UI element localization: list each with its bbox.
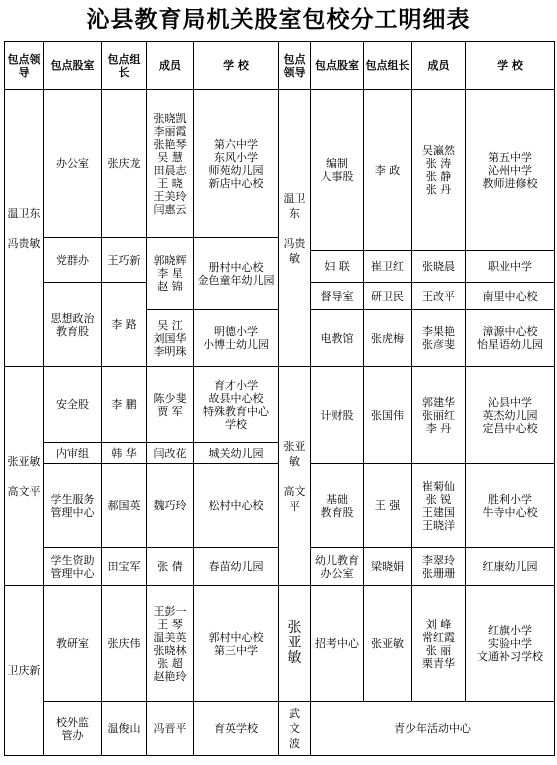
office-cell: 电教馆 <box>311 310 364 367</box>
office-cell: 幼儿教育 办公室 <box>311 548 364 586</box>
header-head: 包点组长 <box>102 42 147 90</box>
head-cell: 王巧新 <box>102 238 147 283</box>
schools-cell: 胜利小学 牛寺中心校 <box>466 464 555 548</box>
header-schools: 学 校 <box>466 42 555 90</box>
members-cell: 闫改花 <box>147 443 194 464</box>
right-leader-cell: 张 亚 敏 <box>279 586 311 702</box>
office-cell: 督导室 <box>311 283 364 310</box>
head-cell: 张庆龙 <box>102 90 147 238</box>
schools-cell: 沁县中学 英杰幼儿园 定昌中心校 <box>466 367 555 464</box>
header-office: 包点股室 <box>44 42 102 90</box>
office-cell: 党群办 <box>44 238 102 283</box>
schools-cell: 职业中学 <box>466 251 555 283</box>
members-cell: 李翠玲 张珊珊 <box>412 548 466 586</box>
office-cell: 思想政治 教育股 <box>44 283 102 367</box>
right-leader-cell: 武 文 波 <box>279 702 311 756</box>
head-cell: 梁晓娟 <box>364 548 412 586</box>
merged-school-cell: 青少年活动中心 <box>311 702 555 756</box>
members-cell: 郭晓辉 李 星 赵 锦 <box>147 238 194 310</box>
head-cell: 张庆伟 <box>102 586 147 702</box>
head-cell: 温俊山 <box>102 702 147 756</box>
left-leader-cell: 温卫东 冯贵敏 <box>5 90 44 367</box>
members-cell: 吴 江 刘国华 李明珠 <box>147 310 194 367</box>
members-cell: 王改平 <box>412 283 466 310</box>
header-members: 成员 <box>412 42 466 90</box>
office-cell: 编制 人事股 <box>311 90 364 251</box>
members-cell: 冯晋平 <box>147 702 194 756</box>
table-row <box>5 367 555 443</box>
office-cell: 校外监 管办 <box>44 702 102 756</box>
schools-cell: 城关幼儿园 <box>194 443 279 464</box>
schools-cell: 育英学校 <box>194 702 279 756</box>
members-cell: 王彭一 王 琴 温美英 张晓林 张 超 赵艳玲 <box>147 586 194 702</box>
schools-cell: 南里中心校 <box>466 283 555 310</box>
table-row <box>5 90 555 238</box>
head-cell: 郝国英 <box>102 464 147 548</box>
office-cell: 学生服务 管理中心 <box>44 464 102 548</box>
head-cell: 李 路 <box>102 283 147 367</box>
table-row <box>5 702 555 756</box>
table-row <box>5 586 555 702</box>
members-cell: 李果艳 张彦斐 <box>412 310 466 367</box>
members-cell: 魏巧玲 <box>147 464 194 548</box>
right-leader-cell: 温卫东 冯贵敏 <box>279 90 311 367</box>
office-cell: 安全股 <box>44 367 102 443</box>
schools-cell: 第六中学 东风小学 师苑幼儿园 新店中心校 <box>194 90 279 238</box>
members-cell: 张晓凯 李丽霞 张艳琴 吴 慧 田晨志 王 晓 王美玲 闫惠云 <box>147 90 194 238</box>
schools-cell: 第五中学 沁州中学 教师进修校 <box>466 90 555 251</box>
left-leader-cell: 张亚敏 高文平 <box>5 367 44 586</box>
schools-cell: 册村中心校 金色童年幼儿园 <box>194 238 279 310</box>
head-cell: 张国伟 <box>364 367 412 464</box>
header-leader: 包点领导 <box>5 42 44 90</box>
office-cell: 基础 教育股 <box>311 464 364 548</box>
page-title: 沁县教育局机关股室包校分工明细表 <box>86 6 471 33</box>
left-leader-cell: 卫庆新 <box>5 586 44 756</box>
members-cell: 刘 峰 常红霞 张 丽 栗青华 <box>412 586 466 702</box>
header-schools: 学 校 <box>194 42 279 90</box>
header-office: 包点股室 <box>311 42 364 90</box>
header-row <box>5 42 555 90</box>
head-cell: 研卫民 <box>364 283 412 310</box>
head-cell: 李 政 <box>364 90 412 251</box>
head-cell: 李 鹏 <box>102 367 147 443</box>
head-cell: 韩 华 <box>102 443 147 464</box>
office-cell: 招考中心 <box>311 586 364 702</box>
head-cell: 王 强 <box>364 464 412 548</box>
office-cell: 妇 联 <box>311 251 364 283</box>
office-cell: 计财股 <box>311 367 364 464</box>
schools-cell: 育才小学 故县中心校 特殊教育中心 学校 <box>194 367 279 443</box>
right-leader-cell: 张亚敏 高文平 <box>279 367 311 586</box>
header-leader: 包点领导 <box>279 42 311 90</box>
members-cell: 崔菊仙 张 锐 王建国 王晓洋 <box>412 464 466 548</box>
header-members: 成员 <box>147 42 194 90</box>
members-cell: 张晓晨 <box>412 251 466 283</box>
schools-cell: 松村中心校 <box>194 464 279 548</box>
head-cell: 崔卫红 <box>364 251 412 283</box>
schools-cell: 漳源中心校 怡星语幼儿园 <box>466 310 555 367</box>
office-cell: 内审组 <box>44 443 102 464</box>
schools-cell: 明德小学 小博士幼儿园 <box>194 310 279 367</box>
schools-cell: 红康幼儿园 <box>466 548 555 586</box>
office-cell: 教研室 <box>44 586 102 702</box>
head-cell: 田宝军 <box>102 548 147 586</box>
members-cell: 陈少斐 贾 军 <box>147 367 194 443</box>
head-cell: 张虎梅 <box>364 310 412 367</box>
members-cell: 张 倩 <box>147 548 194 586</box>
header-head: 包点组长 <box>364 42 412 90</box>
schools-cell: 春苗幼儿园 <box>194 548 279 586</box>
assignment-table <box>4 41 555 756</box>
office-cell: 学生资助 管理中心 <box>44 548 102 586</box>
office-cell: 办公室 <box>44 90 102 238</box>
members-cell: 吴瀛然 张 涛 张 静 张 丹 <box>412 90 466 251</box>
head-cell: 张亚敏 <box>364 586 412 702</box>
schools-cell: 郭村中心校 第三中学 <box>194 586 279 702</box>
members-cell: 郭建华 张丽红 李 丹 <box>412 367 466 464</box>
schools-cell: 红旗小学 实验中学 文通补习学校 <box>466 586 555 702</box>
